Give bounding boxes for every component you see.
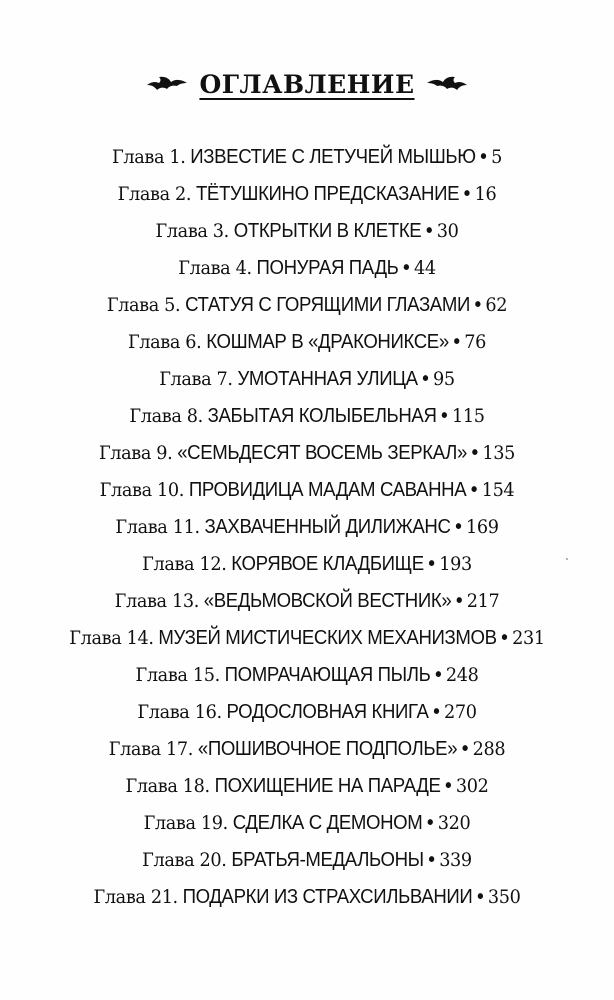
chapter-title: ЗАХВАЧЕННЫЙ ДИЛИЖАНС bbox=[204, 516, 451, 538]
chapter-page: 248 bbox=[445, 664, 479, 686]
chapter-page: 302 bbox=[455, 775, 489, 797]
chapter-page: 76 bbox=[464, 331, 487, 353]
toc-entry-11[interactable] bbox=[21, 509, 592, 546]
separator-dot: • bbox=[455, 516, 462, 538]
separator-dot: • bbox=[474, 294, 481, 316]
chapter-page: 288 bbox=[472, 738, 506, 760]
chapter-page: 115 bbox=[451, 405, 485, 427]
bat-wing-left-icon bbox=[147, 74, 187, 94]
toc-title: ОГЛАВЛЕНИЕ bbox=[199, 69, 415, 99]
separator-dot: • bbox=[428, 553, 435, 575]
chapter-page: 339 bbox=[439, 849, 472, 871]
toc-entry-17[interactable] bbox=[21, 731, 592, 768]
chapter-label: Глава 1. bbox=[112, 146, 186, 168]
chapter-title: ОТКРЫТКИ В КЛЕТКЕ bbox=[233, 220, 422, 242]
toc-entry-7[interactable] bbox=[21, 361, 592, 398]
toc-entry-10[interactable] bbox=[21, 472, 592, 509]
toc-entry-5[interactable] bbox=[21, 287, 592, 324]
chapter-label: Глава 4. bbox=[178, 257, 252, 279]
toc-entry-4[interactable] bbox=[21, 250, 592, 287]
chapter-title: РОДОСЛОВНАЯ КНИГА bbox=[226, 701, 429, 723]
toc-header bbox=[0, 64, 614, 104]
separator-dot: • bbox=[425, 220, 433, 242]
chapter-title: КОШМАР В «ДРАКОНИКСЕ» bbox=[206, 331, 449, 353]
chapter-title: ПОДАРКИ ИЗ СТРАХСИЛЬВАНИИ bbox=[182, 886, 473, 908]
separator-dot: • bbox=[463, 183, 470, 205]
separator-dot: • bbox=[441, 405, 448, 427]
chapter-page: 320 bbox=[437, 812, 471, 834]
paper-speck bbox=[566, 558, 568, 560]
separator-dot: • bbox=[470, 479, 478, 501]
chapter-title: «ВЕДЬМОВСКОЙ ВЕСТНИК» bbox=[203, 590, 452, 612]
chapter-page: 217 bbox=[466, 590, 500, 612]
chapter-title: ПОМРАЧАЮЩАЯ ПЫЛЬ bbox=[224, 664, 431, 686]
toc-entry-20[interactable] bbox=[21, 842, 592, 879]
toc-entry-16[interactable] bbox=[21, 694, 592, 731]
separator-dot: • bbox=[461, 738, 468, 760]
chapter-label: Глава 12. bbox=[142, 553, 227, 575]
chapter-label: Глава 2. bbox=[117, 183, 192, 205]
chapter-page: 16 bbox=[474, 183, 497, 205]
chapter-page: 135 bbox=[482, 442, 516, 464]
chapter-label: Глава 10. bbox=[99, 479, 185, 501]
separator-dot: • bbox=[480, 146, 487, 168]
toc-entry-1[interactable] bbox=[21, 139, 592, 176]
separator-dot: • bbox=[403, 257, 410, 279]
separator-dot: • bbox=[433, 701, 440, 723]
chapter-title: БРАТЬЯ-МЕДАЛЬОНЫ bbox=[231, 849, 424, 871]
chapter-title: КОРЯВОЕ КЛАДБИЩЕ bbox=[231, 553, 424, 575]
separator-dot: • bbox=[422, 368, 429, 390]
chapter-title: ПОНУРАЯ ПАДЬ bbox=[256, 257, 399, 279]
chapter-title: СТАТУЯ С ГОРЯЩИМИ ГЛАЗАМИ bbox=[185, 294, 470, 316]
separator-dot: • bbox=[453, 331, 460, 353]
toc-list bbox=[0, 139, 614, 916]
separator-dot: • bbox=[445, 775, 452, 797]
chapter-page: 95 bbox=[433, 368, 455, 390]
chapter-label: Глава 15. bbox=[135, 664, 220, 686]
chapter-title: СДЕЛКА С ДЕМОНОМ bbox=[232, 812, 423, 834]
chapter-label: Глава 20. bbox=[142, 849, 227, 871]
chapter-label: Глава 5. bbox=[106, 294, 181, 316]
chapter-label: Глава 3. bbox=[155, 220, 229, 242]
toc-entry-13[interactable] bbox=[21, 583, 592, 620]
chapter-label: Глава 14. bbox=[69, 627, 154, 649]
separator-dot: • bbox=[501, 627, 508, 649]
toc-entry-2[interactable] bbox=[21, 176, 592, 213]
chapter-label: Глава 8. bbox=[129, 405, 203, 427]
chapter-title: «СЕМЬДЕСЯТ ВОСЕМЬ ЗЕРКАЛ» bbox=[177, 442, 467, 464]
toc-entry-12[interactable] bbox=[21, 546, 592, 583]
chapter-page: 231 bbox=[512, 627, 545, 649]
toc-entry-15[interactable] bbox=[21, 657, 592, 694]
separator-dot: • bbox=[435, 664, 442, 686]
chapter-label: Глава 16. bbox=[137, 701, 222, 723]
chapter-page: 270 bbox=[443, 701, 477, 723]
separator-dot: • bbox=[471, 442, 478, 464]
chapter-title: ИЗВЕСТИЕ С ЛЕТУЧЕЙ МЫШЬЮ bbox=[190, 146, 476, 168]
chapter-label: Глава 9. bbox=[98, 442, 173, 464]
chapter-label: Глава 21. bbox=[93, 886, 178, 908]
toc-entry-6[interactable] bbox=[21, 324, 592, 361]
chapter-title: УМОТАННАЯ УЛИЦА bbox=[237, 368, 418, 390]
chapter-title: МУЗЕЙ МИСТИЧЕСКИХ МЕХАНИЗМОВ bbox=[158, 627, 497, 649]
separator-dot: • bbox=[477, 886, 484, 908]
chapter-page: 62 bbox=[485, 294, 508, 316]
chapter-title: ПРОВИДИЦА МАДАМ САВАННА bbox=[188, 479, 467, 501]
chapter-page: 193 bbox=[439, 553, 472, 575]
toc-entry-9[interactable] bbox=[21, 435, 592, 472]
separator-dot: • bbox=[427, 812, 434, 834]
toc-entry-19[interactable] bbox=[21, 805, 592, 842]
chapter-page: 44 bbox=[413, 257, 436, 279]
chapter-page: 169 bbox=[465, 516, 499, 538]
chapter-page: 30 bbox=[436, 220, 459, 242]
chapter-label: Глава 18. bbox=[125, 775, 210, 797]
toc-entry-21[interactable] bbox=[21, 879, 592, 916]
toc-entry-8[interactable] bbox=[21, 398, 592, 435]
separator-dot: • bbox=[428, 849, 435, 871]
chapter-page: 154 bbox=[481, 479, 515, 501]
chapter-title: ПОХИЩЕНИЕ НА ПАРАДЕ bbox=[214, 775, 441, 797]
chapter-title: ТЁТУШКИНО ПРЕДСКАЗАНИЕ bbox=[195, 183, 460, 205]
chapter-title: ЗАБЫТАЯ КОЛЫБЕЛЬНАЯ bbox=[207, 405, 437, 427]
toc-entry-14[interactable] bbox=[21, 620, 592, 657]
chapter-label: Глава 7. bbox=[159, 368, 233, 390]
chapter-page: 350 bbox=[487, 886, 521, 908]
chapter-label: Глава 13. bbox=[114, 590, 199, 612]
toc-entry-3[interactable] bbox=[21, 213, 592, 250]
chapter-page: 5 bbox=[491, 146, 502, 168]
chapter-label: Глава 19. bbox=[143, 812, 228, 834]
chapter-title: «ПОШИВОЧНОЕ ПОДПОЛЬЕ» bbox=[197, 738, 458, 760]
toc-entry-18[interactable] bbox=[21, 768, 592, 805]
chapter-label: Глава 11. bbox=[115, 516, 200, 538]
separator-dot: • bbox=[455, 590, 463, 612]
bat-wing-right-icon bbox=[427, 74, 467, 94]
chapter-label: Глава 17. bbox=[108, 738, 194, 760]
chapter-label: Глава 6. bbox=[127, 331, 202, 353]
